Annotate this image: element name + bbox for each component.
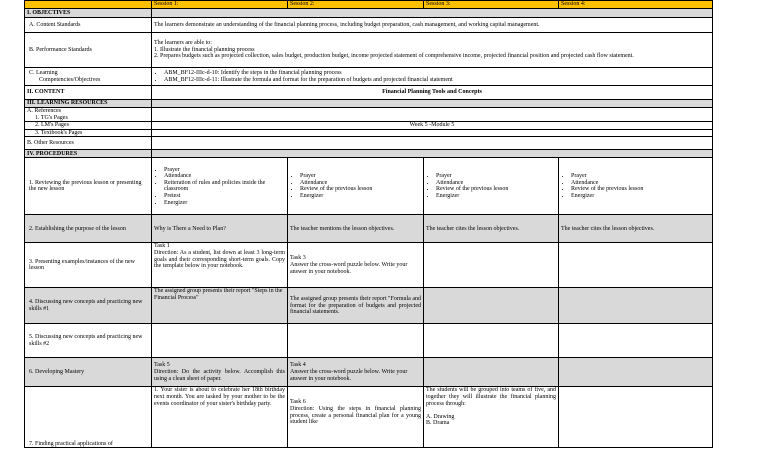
procedure-row-2 [25, 215, 713, 243]
other-resources-row [25, 137, 713, 150]
header-blank [25, 1, 152, 9]
content-row [25, 86, 713, 100]
competencies-row [25, 68, 713, 86]
procedure-7-session-3: The students will be grouped into teams of five, and together they will illustrate the financial planning process through: A. Drawing B. Drama [424, 387, 559, 448]
objectives-section-row [25, 9, 713, 18]
resources-title: III. LEARNING RESOURCES [25, 100, 152, 108]
procedure-4-session-2: The assigned group presents their report "Formula and format for the preparation of budgets and projected financial statements. [288, 288, 424, 324]
procedure-2-session-4: The teacher cites the lesson objectives. [559, 215, 713, 243]
references-label: A. References 1. TG's Pages [25, 108, 152, 122]
references-row [25, 108, 713, 122]
procedure-row-6 [25, 358, 713, 387]
procedure-6-session-2: Task 4 Answer the cross-word puzzle below. Write your answer in your notebook. [288, 358, 424, 387]
performance-standards-text [152, 33, 713, 68]
competencies-list [152, 68, 713, 86]
procedure-5-label: 5. Discussing new concepts and practicing new skills #2 [25, 324, 152, 358]
procedure-4-label: 4. Discussing new concepts and practicing new skills #1 [25, 288, 152, 324]
textbook-label: 3. Textbook's Pages [25, 129, 152, 137]
content-standards-label: A. Content Standards [25, 18, 152, 33]
performance-standards-label: B. Performance Standards [25, 33, 152, 68]
other-resources-label: B. Other Resources [25, 137, 152, 150]
lm-row [25, 122, 713, 130]
procedure-1-session-2: • Prayer • Attendance • Review of the previous lesson • Energizer [288, 158, 424, 215]
procedure-7-session-2: Task 6 Direction: Using the steps in financial planning process, create a personal financial plan for a young student like [288, 387, 424, 448]
procedure-2-session-2: The teacher mentions the lesson objectives. [288, 215, 424, 243]
procedure-6-session-1: Task 5 Direction: Do the activity below. Accomplish this using a clean sheet of paper. [152, 358, 288, 387]
procedure-2-session-3: The teacher cites the lesson objectives. [424, 215, 559, 243]
procedure-1-session-3: • Prayer • Attendance • Review of the previous lesson • Energizer [424, 158, 559, 215]
performance-standards-row [25, 33, 713, 68]
procedure-row-4 [25, 288, 713, 324]
competency-item: • ABM_BF12-IIIc-d-11: Illustrate the formula and format for the preparation of budgets and projected financial statement [164, 77, 710, 84]
procedure-1-session-1: • Prayer • Attendance • Reiteration of rules and policies inside the classroom • Pretest • Energizer [152, 158, 288, 215]
procedure-1-label: 1. Reviewing the previous lesson or presenting the new lesson [25, 158, 152, 215]
performance-line: The learners are able to: [154, 40, 212, 47]
procedure-6-label: 6. Developing Mastery [25, 358, 152, 387]
performance-line: 1. Illustrate the financial planning process [154, 46, 255, 53]
procedure-row-7 [25, 387, 713, 448]
procedure-3-session-1: Task 1 Direction: As a student, list down at least 3 long-term goals and their corresponding short-term goals. Copy the template below in your notebook. [152, 243, 288, 288]
procedure-2-session-1: Why is There a Need to Plan? [152, 215, 288, 243]
procedures-section-row [25, 150, 713, 158]
procedure-4-session-1: The assigned group presents their report "Steps in the Financial Process" [152, 288, 288, 324]
procedure-7-session-1: 1. Your sister is about to celebrate her 18th birthday next month. You are tasked by your mother to be the events coordinator of your sister's birthday party. [152, 387, 288, 448]
procedure-row-5 [25, 324, 713, 358]
performance-line: 2. Prepares budgets such as projected collection, sales budget, production budget, income projected statement of comprehensive income, projected financial position and projected cash flow statement. [154, 53, 634, 60]
content-title: II. CONTENT [25, 86, 152, 100]
procedure-3-session-2: Task 3 Answer the cross-word puzzle below. Write your answer in your notebook. [288, 243, 424, 288]
procedure-3-label: 3. Presenting examples/instances of the new lesson [25, 243, 152, 288]
procedure-row-3 [25, 243, 713, 288]
week-module: Week 5 -Module 5 [152, 122, 713, 130]
session-2-header: Session 2: [288, 1, 424, 9]
lm-label: 2. LM's Pages [25, 122, 152, 130]
content-topic: Financial Planning Tools and Concepts [152, 86, 713, 100]
resources-section-row [25, 100, 713, 108]
session-4-header: Session 4: [559, 1, 713, 9]
procedure-row-1 [25, 158, 713, 215]
session-1-header: Session 1: [152, 1, 288, 9]
competency-item: • ABM_BF12-IIIc-d-10: Identify the steps in the financial planning process [164, 70, 710, 77]
textbook-row [25, 129, 713, 137]
content-standards-row [25, 18, 713, 33]
session-header-row [25, 1, 713, 9]
procedure-2-label: 2. Establishing the purpose of the lesson [25, 215, 152, 243]
procedure-1-session-4: • Prayer • Attendance • Review of the previous lesson • Energizer [559, 158, 713, 215]
procedures-title: IV. PROCEDURES [25, 150, 152, 158]
procedure-7-label: 7. Finding practical applications of [25, 387, 152, 448]
session-3-header: Session 3: [424, 1, 559, 9]
lesson-plan-table [24, 0, 713, 448]
competencies-label: C. Learning Competencies/Objectives [25, 68, 152, 86]
content-standards-text: The learners demonstrate an understanding of the financial planning process, including budget preparation, cash management, and working capital management. [152, 18, 713, 33]
objectives-title: I. OBJECTIVES [25, 9, 152, 18]
